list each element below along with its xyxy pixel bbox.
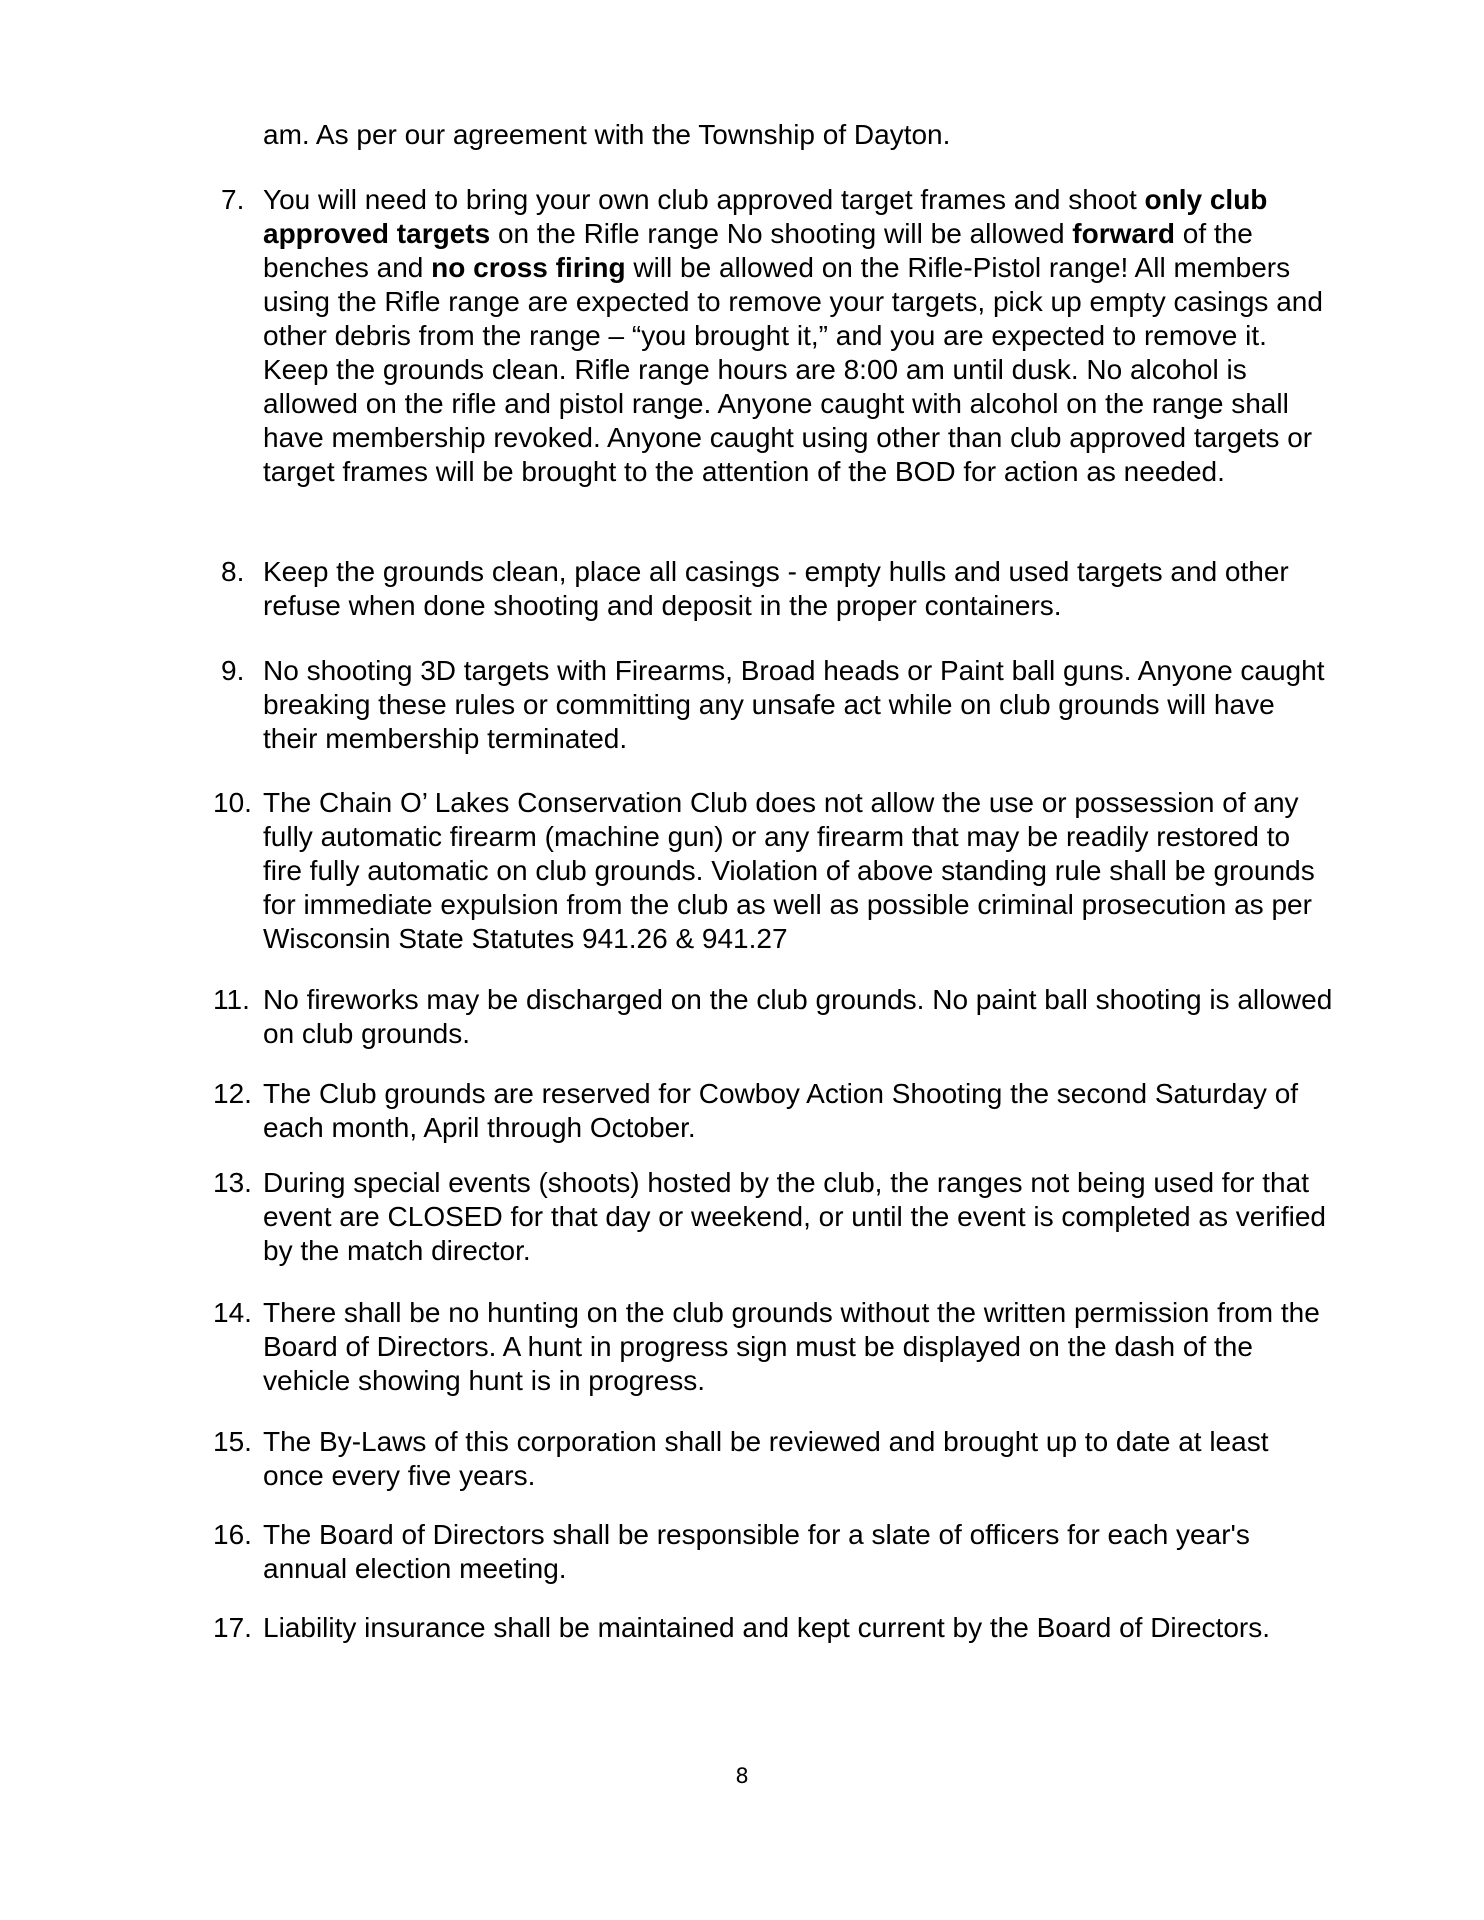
item-text: The Club grounds are reserved for Cowboy Action Shooting the second Saturday of each month, April through October. <box>263 1078 1299 1143</box>
item-number: 17. <box>213 1612 252 1643</box>
rule-item-15 <box>213 1425 1333 1493</box>
item-number: 14. <box>213 1297 252 1328</box>
item-text: No shooting 3D targets with Firearms, Broad heads or Paint ball guns. Anyone caught breaking these rules or committing any unsafe act while on club grounds will have their membership terminated. <box>263 655 1325 754</box>
rule-item-17 <box>213 1611 1333 1645</box>
rule-item-13 <box>213 1166 1333 1268</box>
item-text: The By-Laws of this corporation shall be reviewed and brought up to date at least once every five years. <box>263 1426 1269 1491</box>
rule-item-16 <box>213 1518 1333 1586</box>
item-text: Liability insurance shall be maintained and kept current by the Board of Directors. <box>263 1612 1270 1643</box>
item-text: No fireworks may be discharged on the club grounds. No paint ball shooting is allowed on club grounds. <box>263 984 1333 1049</box>
continuation-paragraph: am. As per our agreement with the Township of Dayton. <box>263 119 951 150</box>
rule-item-12 <box>213 1077 1333 1145</box>
rule-item-14 <box>213 1296 1333 1398</box>
item-text: The Chain O’ Lakes Conservation Club does not allow the use or possession of any fully automatic firearm (machine gun) or any firearm that may be readily restored to fire fully automatic on club grounds. Violation of above standing rule shall be grounds for immediate expulsion from the club as well as possible criminal prosecution as per Wisconsin State Statutes 941.26 & 941.27 <box>263 787 1315 954</box>
bold-text: forward <box>1072 218 1175 249</box>
item-number: 11. <box>213 984 250 1015</box>
rule-item-7 <box>213 183 1333 489</box>
item-text: There shall be no hunting on the club grounds without the written permission from the Board of Directors. A hunt in progress sign must be displayed on the dash of the vehicle showing hunt is in progress. <box>263 1297 1320 1396</box>
item-number: 9. <box>221 655 245 686</box>
item-text: You will need to bring your own club approved target frames and shoot only club approved targets on the Rifle range No shooting will be allowed forward of the benches and no cross firing will be allowed on the Rifle-Pistol range! All members using the Rifle range are expected to remove your targets, pick up empty casings and other debris from the range – “you brought it,” and you are expected to remove it. Keep the grounds clean. Rifle range hours are 8:00 am until dusk. No alcohol is allowed on the rifle and pistol range. Anyone caught with alcohol on the range shall have membership revoked. Anyone caught using other than club approved targets or target frames will be brought to the attention of the BOD for action as needed. <box>263 184 1323 487</box>
rule-item-10 <box>213 786 1333 956</box>
item-number: 7. <box>221 184 245 215</box>
item-number: 12. <box>213 1078 252 1109</box>
rule-item-11 <box>213 983 1333 1051</box>
item-text: Keep the grounds clean, place all casings - empty hulls and used targets and other refuse when done shooting and deposit in the proper containers. <box>263 556 1289 621</box>
bold-text: only club approved targets <box>263 184 1268 249</box>
bold-text: no cross firing <box>431 252 626 283</box>
item-text: The Board of Directors shall be responsible for a slate of officers for each year's annual election meeting. <box>263 1519 1250 1584</box>
item-number: 10. <box>213 787 252 818</box>
item-text: During special events (shoots) hosted by the club, the ranges not being used for that event are CLOSED for that day or weekend, or until the event is completed as verified by the match director. <box>263 1167 1327 1266</box>
item-number: 15. <box>213 1426 252 1457</box>
rule-item-9 <box>213 654 1333 756</box>
item-number: 13. <box>213 1167 252 1198</box>
page-number: 8 <box>735 1764 749 1788</box>
item-number: 16. <box>213 1519 252 1550</box>
rule-item-8 <box>213 555 1333 623</box>
item-number: 8. <box>221 556 245 587</box>
